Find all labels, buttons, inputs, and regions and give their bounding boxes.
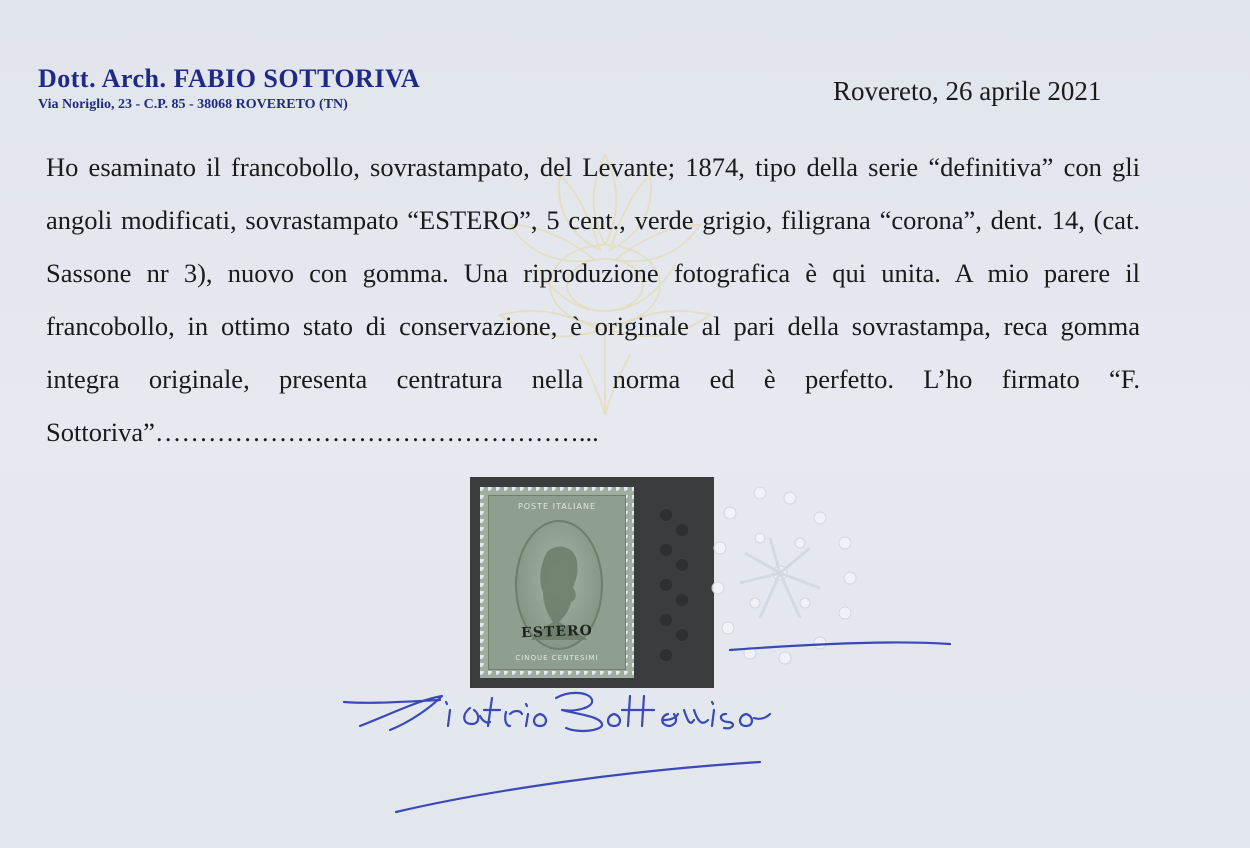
letterhead [38, 64, 420, 113]
expert-title: Dott. Arch. [38, 64, 167, 93]
expert-name [38, 64, 420, 94]
place-date: Rovereto, 26 aprile 2021 [833, 76, 1102, 106]
stamp-overprint: ESTERO [520, 622, 594, 642]
certificate-paragraph: Ho esaminato il francobollo, sovrastampato, del Levante; 1874, tipo della serie “definitiva” con gli angoli modificati, sovrastampato “ESTERO”, 5 cent., verde grigio, filigrana “corona”, dent. 14, (cat. Sassone nr 3), nuovo con gomma. Una riproduzione fotografica è qui unita. A mio parere il francobollo, in ottimo stato di conservazione, è originale al pari della sovrastampa, reca gomma integra originale, presenta centratura nella norma ed è perfetto. L’ho firmato “F. Sottoriva”…………………………………………... [46, 152, 1140, 447]
stamp-bottom-inscription: CINQUE CENTESIMI [515, 654, 599, 662]
expert-address: Via Noriglio, 23 - C.P. 85 - 38068 ROVERETO (TN) [38, 97, 348, 112]
stamp-top-inscription: POSTE ITALIANE [517, 502, 597, 511]
expert-surname: FABIO SOTTORIVA [173, 64, 421, 93]
certificate-body [46, 141, 1140, 459]
handwritten-signature-icon [330, 630, 970, 830]
